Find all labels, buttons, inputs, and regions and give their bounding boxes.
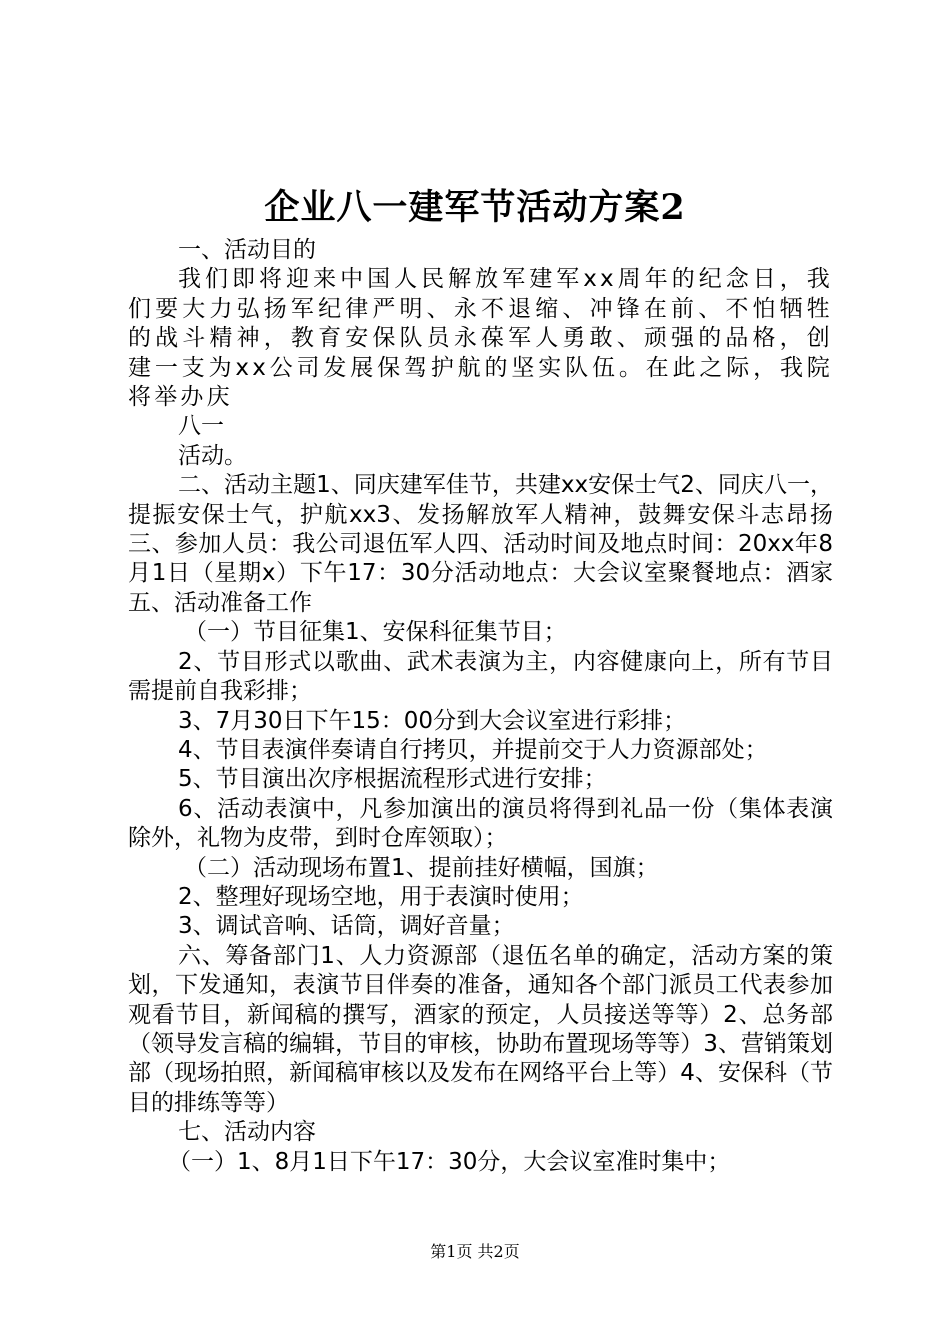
paragraph-bayi: 八一 [178, 413, 224, 440]
paragraph-program-collection: （一）节目征集1、安保科征集节目； [184, 619, 567, 646]
paragraph-program-form: 2、节目形式以歌曲、武术表演为主，内容健康向上，所有节目需提前自我彩排； [128, 648, 833, 705]
document-title: 企业八一建军节活动方案2 [264, 187, 686, 228]
page-number: 第1页 共2页 [430, 1242, 520, 1261]
heading-purpose: 一、活动目的 [178, 237, 316, 263]
paragraph-purpose: 我们即将迎来中国人民解放军建军xx周年的纪念日，我们要大力弘扬军纪律严明、永不退缩、冲锋在前、不怕牺牲的战斗精神，教育安保队员永葆军人勇敢、顽强的品格，创建一支为xx公司发展保驾护航的坚实队伍。在此之际，我院将举办庆 [128, 266, 833, 411]
paragraph-site-space: 2、整理好现场空地，用于表演时使用； [178, 883, 584, 910]
paragraph-accompaniment: 4、节目表演伴奏请自行拷贝，并提前交于人力资源部处； [178, 736, 768, 763]
paragraph-departments: 六、筹备部门1、人力资源部（退伍名单的确定，活动方案的策划，下发通知，表演节目伴奏的准备，通知各个部门派员工代表参加观看节目，新闻稿的撰写，酒家的预定，人员接送等等）2、总务部（领导发言稿的编辑，节目的审核，协助布置现场等等）3、营销策划部（现场拍照，新闻稿审核以及发布在网络平台上等）4、安保科（节目的排练等等） [128, 942, 833, 1116]
paragraph-content-1: （一）1、8月1日下午17：30分，大会议室准时集中； [168, 1148, 731, 1175]
heading-content: 七、活动内容 [178, 1119, 316, 1146]
paragraph-theme: 二、活动主题1、同庆建军佳节，共建xx安保士气2、同庆八一，提振安保士气，护航xx3、发扬解放军人精神，鼓舞安保斗志昂扬三、参加人员：我公司退伍军人四、活动时间及地点时间：20xx年8月1日（星期x）下午17：30分活动地点：大会议室聚餐地点：酒家五、活动准备工作 [128, 472, 833, 616]
paragraph-rehearsal: 3、7月30日下午15：00分到大会议室进行彩排； [178, 707, 687, 734]
paragraph-activity: 活动。 [178, 442, 247, 469]
paragraph-order: 5、节目演出次序根据流程形式进行安排； [178, 766, 607, 793]
paragraph-gifts: 6、活动表演中，凡参加演出的演员将得到礼品一份（集体表演除外，礼物为皮带，到时仓库领取）； [128, 795, 833, 852]
paragraph-site-layout: （二）活动现场布置1、提前挂好横幅，国旗； [184, 854, 659, 881]
paragraph-audio: 3、调试音响、话筒，调好音量； [178, 913, 515, 940]
document-body [128, 236, 833, 1177]
